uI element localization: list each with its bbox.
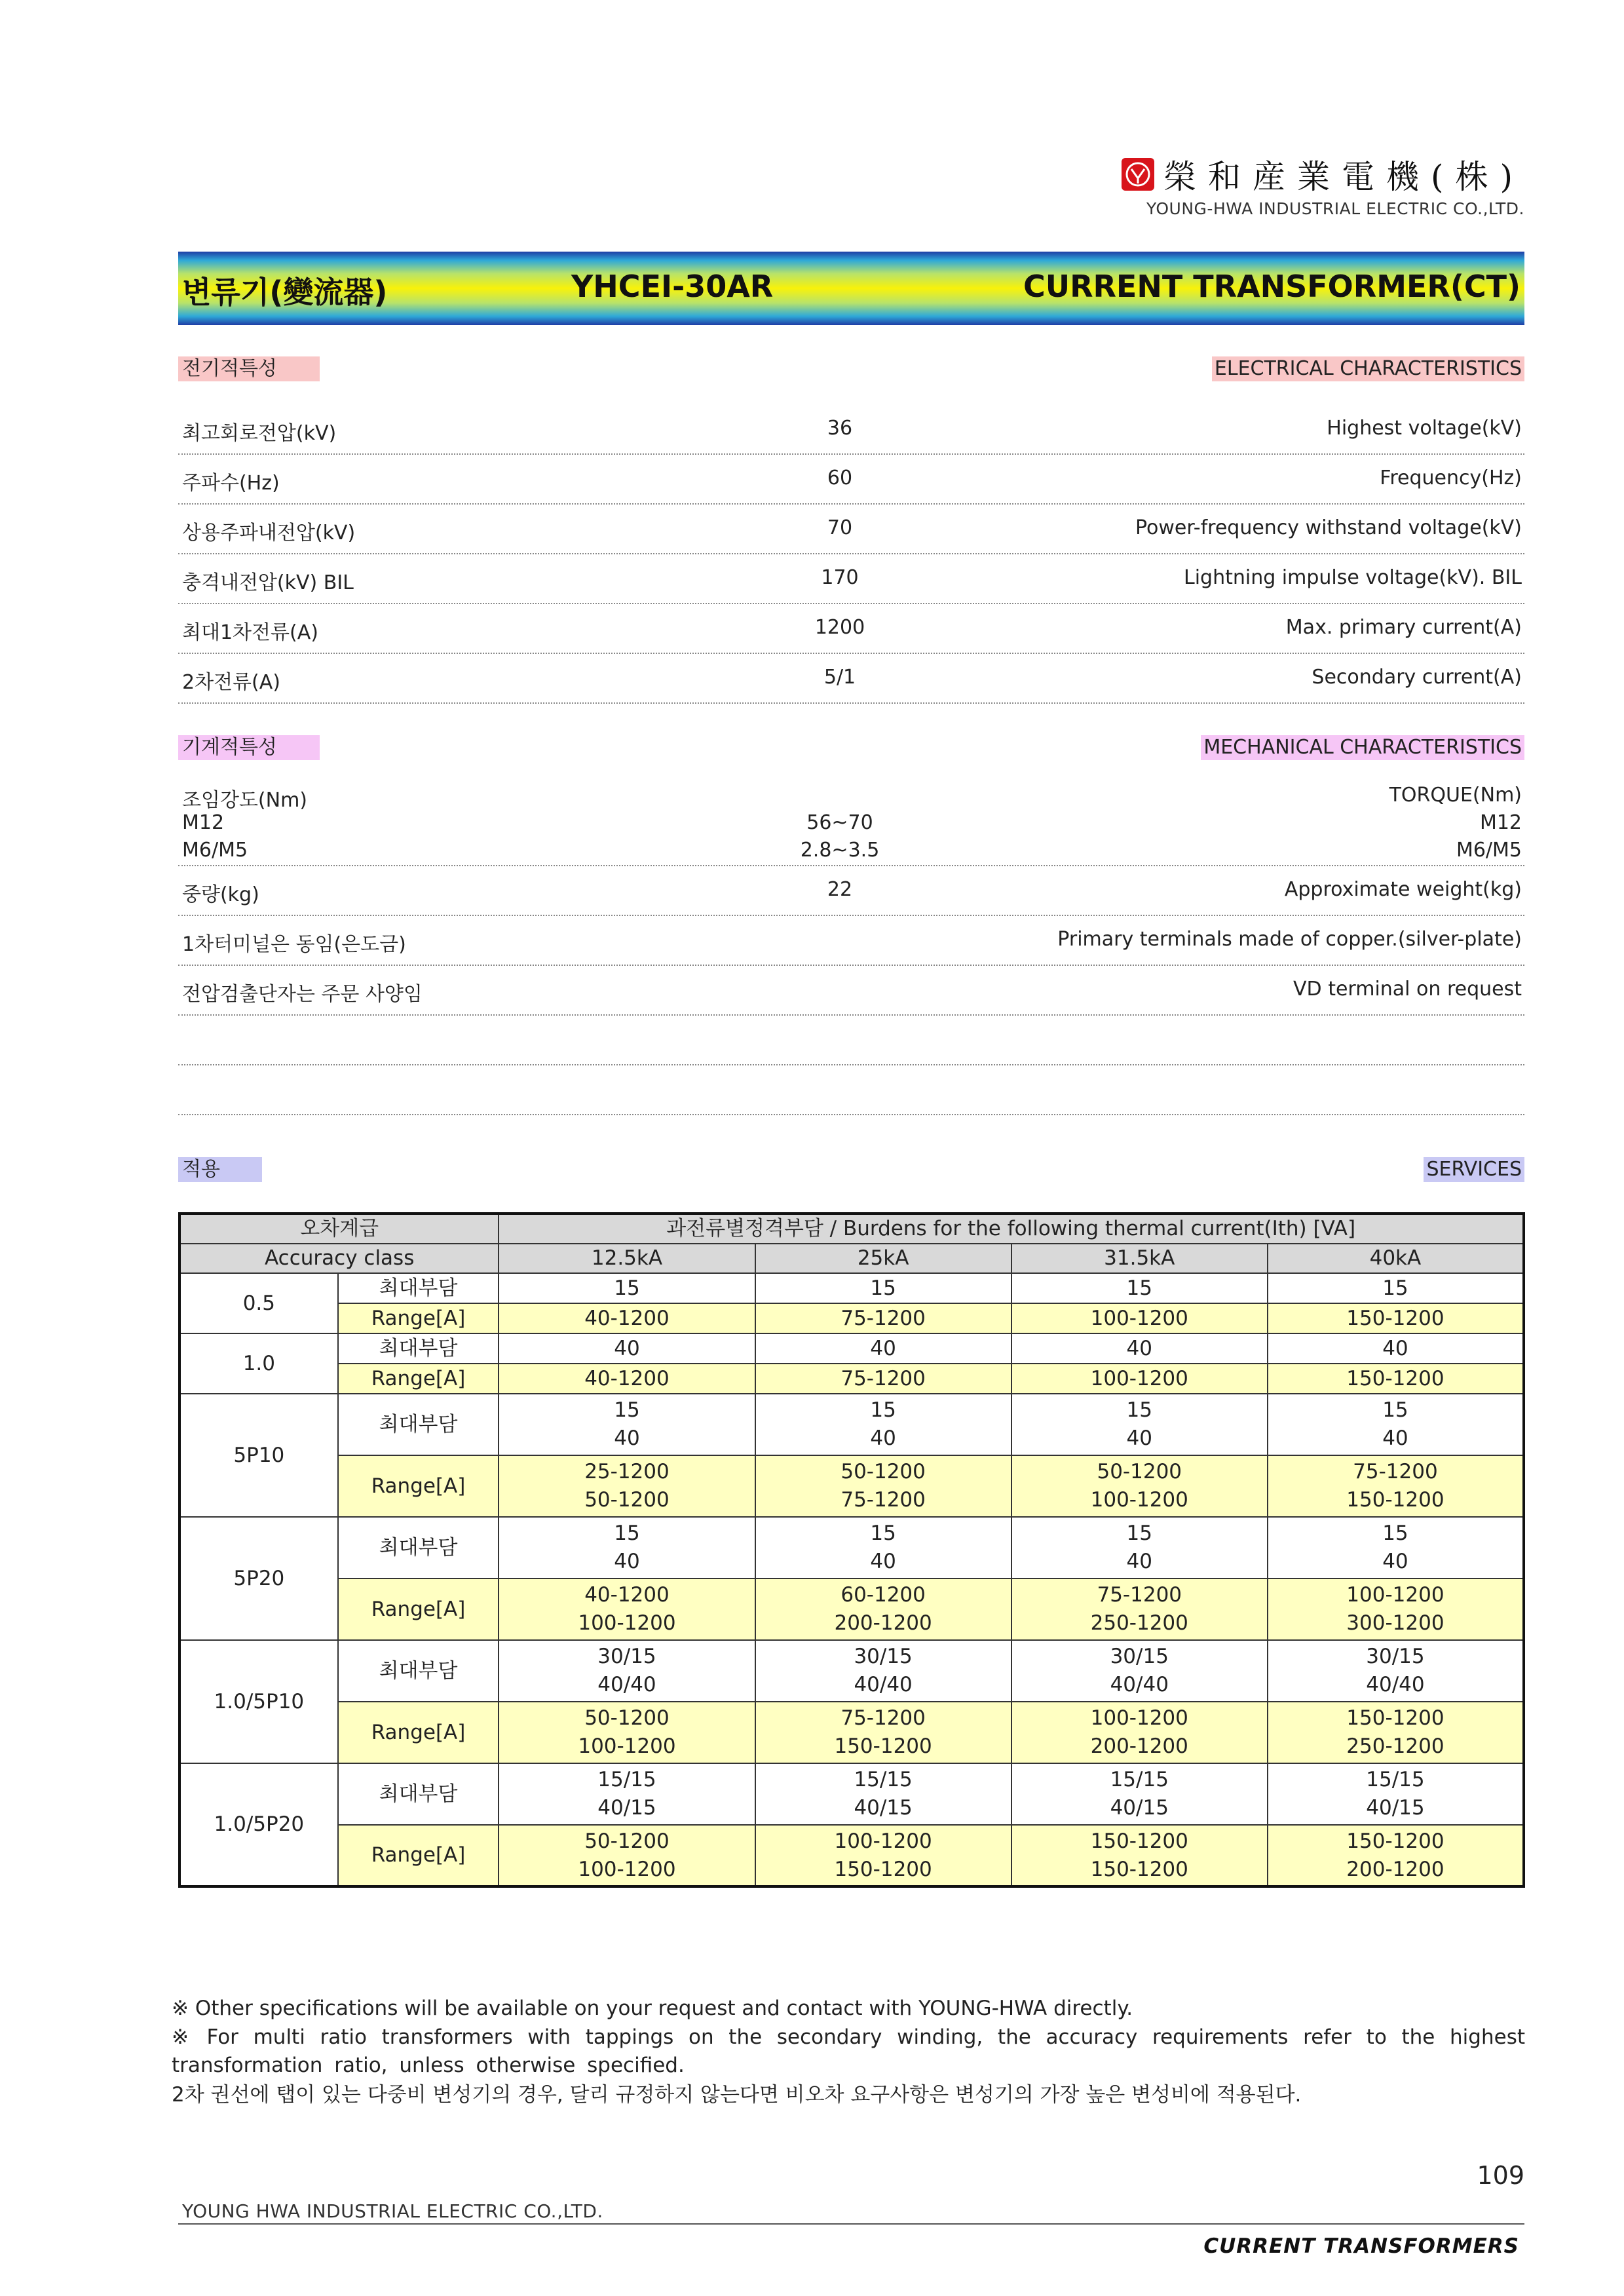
title-band [178,252,1524,325]
services-table [178,1212,1525,1888]
table-row [179,1303,1524,1333]
cell-value: 40/40 [1110,1673,1169,1696]
header-accuracy-class-ko: 오차계급 [179,1214,499,1244]
range-label-cell: Range[A] [338,1364,499,1394]
table-cell [755,1763,1011,1825]
spec-label-ko: 충격내전압(kV) BIL [182,571,354,594]
cell-value: 100-1200 [1346,1583,1445,1607]
table-cell [1268,1825,1524,1886]
cell-value: 15/15 [1110,1768,1169,1791]
header-current: 31.5kA [1011,1244,1268,1273]
cell-value: 200-1200 [834,1611,932,1635]
table-cell [1268,1364,1524,1394]
spec-value: 170 [821,566,859,589]
company-name-row [1122,151,1524,198]
spec-label-ko: 상용주파내전압(kV) [182,522,356,545]
table-cell [1011,1303,1268,1333]
table-cell [1268,1455,1524,1517]
spec-label-en: Power-frequency withstand voltage(kV) [1135,516,1522,539]
cell-value: 75-1200 [840,1306,926,1330]
model-number: YHCEI-30AR [571,269,774,304]
header-accuracy-class-en: Accuracy class [179,1244,499,1273]
torque-m6-en: M6/M5 [1456,839,1522,862]
table-row [179,1394,1524,1455]
table-cell [1268,1273,1524,1303]
burden-label-cell: 최대부담 [338,1517,499,1578]
electrical-label-en: ELECTRICAL CHARACTERISTICS [1212,356,1524,381]
cell-value: 40/15 [1110,1796,1169,1820]
table-row [179,1640,1524,1702]
cell-value: 150-1200 [1090,1857,1188,1881]
torque-m12-ko: M12 [182,811,225,834]
table-cell [1011,1333,1268,1364]
header-burdens: 과전류별정격부담 / Burdens for the following thermal current(Ith) [VA] [499,1214,1524,1244]
accuracy-class-cell: 5P10 [179,1394,338,1517]
cell-value: 15 [1126,1521,1152,1545]
cell-value: 40 [1382,1550,1408,1573]
blank-row [178,1073,1524,1115]
electrical-label-ko: 전기적특성 [178,356,320,381]
table-cell [755,1273,1011,1303]
cell-value: 15 [870,1276,896,1300]
cell-value: 40 [1382,1336,1408,1360]
cell-value: 15 [614,1521,640,1545]
spec-row [178,612,1524,654]
table-cell [499,1702,755,1763]
spec-row [178,463,1524,505]
torque-m6-ko: M6/M5 [182,839,248,862]
table-cell [755,1825,1011,1886]
table-cell [1011,1455,1268,1517]
cell-value: 75-1200 [840,1488,926,1512]
header-current: 40kA [1268,1244,1524,1273]
cell-value: 150-1200 [1090,1829,1188,1853]
table-cell [499,1394,755,1455]
cell-value: 150-1200 [834,1734,932,1758]
cell-value: 200-1200 [1090,1734,1188,1758]
table-cell [1268,1702,1524,1763]
table-cell [499,1640,755,1702]
cell-value: 40/15 [597,1796,656,1820]
cell-value: 40/40 [854,1673,913,1696]
spec-label-ko: 최대1차전류(A) [182,621,318,644]
table-cell [755,1517,1011,1578]
table-cell [1268,1640,1524,1702]
cell-value: 40-1200 [584,1583,670,1607]
table-cell [499,1333,755,1364]
cell-value: 40 [614,1550,640,1573]
footer-divider [178,2223,1524,2225]
mechanical-label-en: MECHANICAL CHARACTERISTICS [1201,735,1524,760]
table-cell [755,1640,1011,1702]
table-cell [1011,1273,1268,1303]
cell-value: 40 [870,1426,896,1450]
cell-value: 50-1200 [840,1460,926,1483]
torque-m12-en: M12 [1479,811,1522,834]
cell-value: 100-1200 [834,1829,932,1853]
spec-label-ko: 2차전류(A) [182,671,280,694]
spec-value: 70 [827,516,853,539]
spec-row [178,924,1524,966]
cell-value: 250-1200 [1090,1611,1188,1635]
cell-value: 50-1200 [584,1488,670,1512]
table-cell [755,1578,1011,1640]
table-cell [1011,1763,1268,1825]
page-number: 109 [1477,2161,1524,2190]
cell-value: 50-1200 [1097,1460,1182,1483]
table-row [179,1364,1524,1394]
cell-value: 150-1200 [1346,1366,1445,1390]
table-cell [1011,1364,1268,1394]
torque-label-en: TORQUE(Nm) [1389,784,1522,807]
range-label-cell: Range[A] [338,1825,499,1886]
header-current: 25kA [755,1244,1011,1273]
table-row [179,1273,1524,1303]
torque-row [178,784,1524,866]
table-cell [755,1455,1011,1517]
spec-value: 60 [827,467,853,489]
table-row [179,1333,1524,1364]
spec-label-ko: 중량(kg) [182,883,259,906]
spec-label-en: Highest voltage(kV) [1327,417,1522,440]
burden-label-cell: 최대부담 [338,1333,499,1364]
table-cell [755,1702,1011,1763]
services-label-en: SERVICES [1424,1157,1524,1182]
cell-value: 15 [870,1398,896,1422]
table-cell [499,1763,755,1825]
cell-value: 30/15 [1110,1645,1169,1668]
spec-label-en: Lightning impulse voltage(kV). BIL [1184,566,1522,589]
cell-value: 40 [1382,1426,1408,1450]
spec-row [178,562,1524,604]
spec-label-ko: 최고회로전압(kV) [182,422,337,445]
spec-row [178,662,1524,704]
burden-label-cell: 최대부담 [338,1763,499,1825]
note-3: 2차 권선에 탭이 있는 다중비 변성기의 경우, 달리 규정하지 않는다면 비오차 요구사항은 변성기의 가장 높은 변성비에 적용된다. [172,2083,1302,2107]
cell-value: 15 [870,1521,896,1545]
table-cell [499,1578,755,1640]
cell-value: 40 [870,1336,896,1360]
cell-value: 40 [614,1426,640,1450]
accuracy-class-cell: 0.5 [179,1273,338,1333]
table-cell [755,1364,1011,1394]
spec-label-en: Secondary current(A) [1312,666,1522,689]
accuracy-class-cell: 1.0 [179,1333,338,1394]
cell-value: 15/15 [597,1768,656,1791]
table-cell [499,1273,755,1303]
cell-value: 100-1200 [578,1857,676,1881]
burden-label-cell: 최대부담 [338,1273,499,1303]
table-header-row [179,1244,1524,1273]
table-cell [499,1517,755,1578]
cell-value: 40 [1126,1426,1152,1450]
table-row [179,1455,1524,1517]
company-header [1122,151,1524,218]
table-row [179,1702,1524,1763]
table-cell [1268,1333,1524,1364]
cell-value: 40/15 [1366,1796,1425,1820]
table-cell [1011,1825,1268,1886]
cell-value: 100-1200 [578,1734,676,1758]
cell-value: 15 [1126,1398,1152,1422]
note-2: ※ For multi ratio transformers with tappings on the secondary winding, the accuracy requirements refer to the highest transformation ratio, unless otherwise specified. [172,2025,1525,2077]
spec-value: 36 [827,417,853,440]
cell-value: 200-1200 [1346,1857,1445,1881]
title-english: CURRENT TRANSFORMER(CT) [1023,269,1520,304]
burden-label-cell: 최대부담 [338,1640,499,1702]
cell-value: 30/15 [854,1645,913,1668]
cell-value: 75-1200 [840,1366,926,1390]
mechanical-label-ko: 기계적특성 [178,735,320,760]
cell-value: 15 [1126,1276,1152,1300]
torque-m6-value: 2.8~3.5 [800,839,880,862]
cell-value: 150-1200 [1346,1488,1445,1512]
cell-value: 100-1200 [1090,1366,1188,1390]
spec-label-en: Max. primary current(A) [1285,616,1522,639]
table-cell [755,1303,1011,1333]
cell-value: 40/40 [597,1673,656,1696]
cell-value: 15 [614,1398,640,1422]
company-name-hanja: 榮和産業電機(株) [1163,158,1524,196]
spec-label-en: Frequency(Hz) [1380,467,1522,489]
cell-value: 15/15 [1366,1768,1425,1791]
cell-value: 30/15 [1366,1645,1425,1668]
cell-value: 50-1200 [584,1706,670,1730]
cell-value: 150-1200 [1346,1306,1445,1330]
cell-value: 40 [1126,1336,1152,1360]
table-cell [499,1364,755,1394]
header-current: 12.5kA [499,1244,755,1273]
torque-m12-value: 56~70 [806,811,873,834]
footer-section-title: CURRENT TRANSFORMERS [1203,2234,1519,2258]
spec-value: 1200 [814,616,865,639]
spec-row [178,974,1524,1016]
cell-value: 40/40 [1366,1673,1425,1696]
cell-value: 40-1200 [584,1306,670,1330]
services-label-ko: 적용 [178,1157,262,1182]
company-logo-icon [1122,158,1154,191]
cell-value: 75-1200 [1097,1583,1182,1607]
spec-label-en: VD terminal on request [1293,978,1522,1001]
spec-row [178,874,1524,916]
range-label-cell: Range[A] [338,1455,499,1517]
range-label-cell: Range[A] [338,1702,499,1763]
table-cell [499,1455,755,1517]
spec-value: 22 [827,878,853,901]
cell-value: 150-1200 [1346,1829,1445,1853]
table-cell [1268,1578,1524,1640]
table-cell [499,1303,755,1333]
torque-label-ko: 조임강도(Nm) [182,789,307,812]
table-cell [1268,1394,1524,1455]
table-cell [1011,1702,1268,1763]
cell-value: 15 [1382,1276,1408,1300]
table-cell [1011,1394,1268,1455]
cell-value: 250-1200 [1346,1734,1445,1758]
accuracy-class-cell: 5P20 [179,1517,338,1640]
table-row [179,1763,1524,1825]
cell-value: 15 [1382,1398,1408,1422]
accuracy-class-cell: 1.0/5P10 [179,1640,338,1763]
note-1: ※ Other specifications will be available on your request and contact with YOUNG-HWA directly. [172,1997,1133,2020]
title-korean: 변류기(變流器) [182,275,388,310]
footer-company: YOUNG HWA INDUSTRIAL ELECTRIC CO.,LTD. [182,2200,603,2222]
table-cell [1011,1517,1268,1578]
cell-value: 150-1200 [834,1857,932,1881]
cell-value: 75-1200 [1353,1460,1438,1483]
cell-value: 50-1200 [584,1829,670,1853]
table-cell [755,1333,1011,1364]
cell-value: 40 [614,1336,640,1360]
cell-value: 100-1200 [1090,1488,1188,1512]
cell-value: 60-1200 [840,1583,926,1607]
cell-value: 30/15 [597,1645,656,1668]
blank-row [178,1024,1524,1065]
table-cell [755,1394,1011,1455]
table-cell [1011,1640,1268,1702]
spec-label-en: Approximate weight(kg) [1284,878,1522,901]
cell-value: 40 [870,1550,896,1573]
accuracy-class-cell: 1.0/5P20 [179,1763,338,1886]
table-header-row [179,1214,1524,1244]
cell-value: 100-1200 [1090,1706,1188,1730]
table-cell [499,1825,755,1886]
cell-value: 25-1200 [584,1460,670,1483]
spec-label-ko: 주파수(Hz) [182,472,280,495]
table-cell [1268,1763,1524,1825]
cell-value: 75-1200 [840,1706,926,1730]
company-name-english: YOUNG-HWA INDUSTRIAL ELECTRIC CO.,LTD. [1146,199,1524,218]
burden-label-cell: 최대부담 [338,1394,499,1455]
cell-value: 15 [1382,1521,1408,1545]
cell-value: 100-1200 [1090,1306,1188,1330]
cell-value: 40-1200 [584,1366,670,1390]
table-row [179,1825,1524,1886]
spec-row [178,413,1524,455]
spec-label-ko: 전압검출단자는 주문 사양임 [182,983,423,1006]
table-cell [1011,1578,1268,1640]
cell-value: 15/15 [854,1768,913,1791]
spec-row [178,512,1524,554]
cell-value: 15 [614,1276,640,1300]
table-cell [1268,1303,1524,1333]
range-label-cell: Range[A] [338,1303,499,1333]
table-row [179,1578,1524,1640]
cell-value: 40/15 [854,1796,913,1820]
table-row [179,1517,1524,1578]
range-label-cell: Range[A] [338,1578,499,1640]
cell-value: 150-1200 [1346,1706,1445,1730]
table-cell [1268,1517,1524,1578]
cell-value: 100-1200 [578,1611,676,1635]
spec-label-ko: 1차터미널은 동임(은도금) [182,933,406,956]
cell-value: 40 [1126,1550,1152,1573]
cell-value: 300-1200 [1346,1611,1445,1635]
spec-value: 5/1 [823,666,856,689]
spec-label-en: Primary terminals made of copper.(silver-plate) [1057,928,1522,951]
